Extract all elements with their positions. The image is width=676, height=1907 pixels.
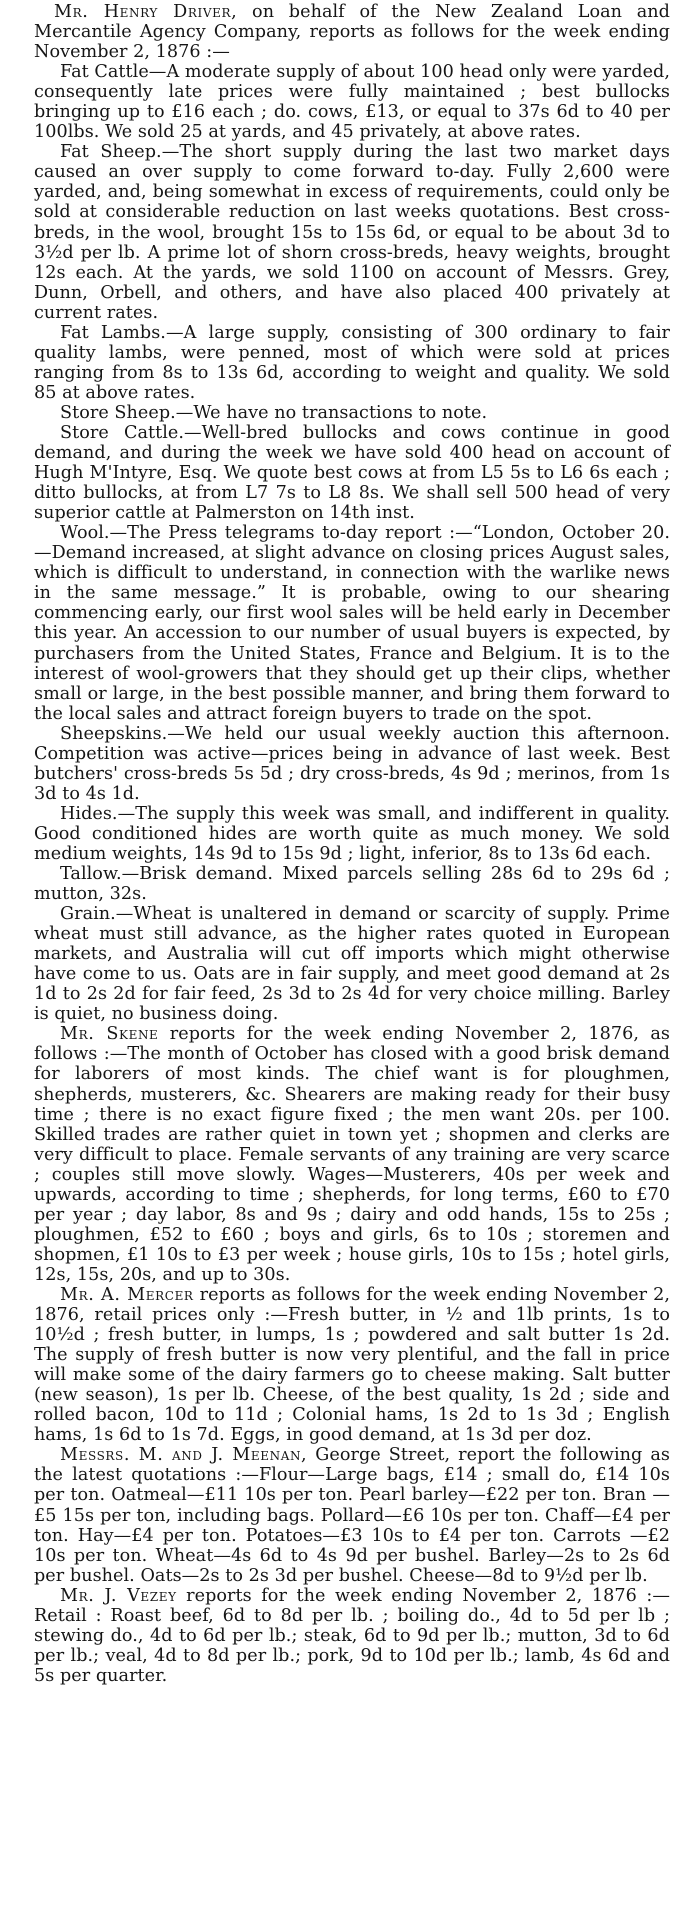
reporter-name: Mr. A. Mercer [60, 1285, 194, 1305]
paragraph-text: on behalf of the New Zealand Loan and Mercantile Agency Company, reports as follows for the week ending November 2, 1876 :— [34, 2, 670, 63]
reporter-name: Mr. Henry Driver, [54, 2, 238, 22]
paragraph-text: reports as follows for the week ending November 2, 1876, retail prices only :—Fresh butter, in ½ and 1lb prints, 1s to 10½d ; fresh butter, in lumps, 1s ; powdered and salt butter 1s 2d. The supply of fresh butter is now very plentiful, and the fall in price will make some of the dairy farmers go to cheese making. Salt butter (new season), 1s per lb. Cheese, of the best quality, 1s 2d ; side and rolled bacon, 10d to 11d ; Colonial hams, 1s 2d to 1s 3d ; English hams, 1s 6d to 1s 7d. Eggs, in good demand, at 1s 3d per doz. [34, 1285, 670, 1446]
paragraph-grain: Grain.—Wheat is unaltered in demand or scarcity of supply. Prime wheat must still advance, as the higher rates quoted in European markets, and Australia will cut off imports which might otherwise have come to us. Oats are in fair supply, and meet good demand at 2s 1d to 2s 2d for fair feed, 2s 3d to 2s 4d for very choice milling. Barley is quiet, no business doing. [34, 904, 670, 1025]
paragraph-fat-cattle: Fat Cattle—A moderate supply of about 100 head only were yarded, consequently late prices were fully maintained ; best bullocks bringing up to £16 each ; do. cows, £13, or equal to 37s 6d to 40 per 100lbs. We sold 25 at yards, and 45 privately, at above rates. [34, 62, 670, 143]
paragraph-wool: Wool.—The Press telegrams to-day report :—“London, October 20.—Demand increased, at slight advance on closing prices August sales, which is difficult to understand, in connection with the warlike news in the same message.” It is probable, owing to our shearing commencing early, our first wool sales will be held early in December this year. An accession to our number of usual buyers is expected, by purchasers from the United States, France and Belgium. It is to the interest of wool-growers that they should get up their clips, whether small or large, in the best possible manner, and bring them forward to the local sales and attract foreign buyers to trade on the spot. [34, 523, 670, 724]
paragraph-fat-lambs: Fat Lambs.—A large supply, consisting of 300 ordinary to fair quality lambs, were penned, most of which were sold at prices ranging from 8s to 13s 6d, according to weight and quality. We sold 85 at above rates. [34, 322, 670, 403]
paragraph-text: reports for the week ending November 2, 1876, as follows :—The month of October has closed with a good brisk demand for laborers of most kinds. The chief want is for ploughmen, shepherds, musterers, &c. Shearers are making ready for their busy time ; there is no exact figure fixed ; the men want 20s. per 100. Skilled trades are rather quiet in town yet ; shopmen and clerks are very difficult to place. Female servants of any training are very scarce ; couples still move slowly. Wages—Musterers, 40s per week and upwards, according to time ; shepherds, for long terms, £60 to £70 per year ; day labor, 8s and 9s ; dairy and odd hands, 15s to 25s ; ploughmen, £52 to £60 ; boys and girls, 6s to 10s ; storemen and shopmen, £1 10s to £3 per week ; house girls, 10s to 15s ; hotel girls, 12s, 15s, 20s, and up to 30s. [34, 1024, 670, 1285]
paragraph-vezey [34, 1586, 670, 1686]
paragraph-sheepskins: Sheepskins.—We held our usual weekly auction this afternoon. Competition was active—prices being in advance of last week. Best butchers' cross-breds 5s 5d ; dry cross-breds, 4s 9d ; merinos, from 1s 3d to 4s 1d. [34, 723, 670, 804]
paragraph-fat-sheep: Fat Sheep.—The short supply during the last two market days caused an over supply to come forward to-day. Fully 2,600 were yarded, and, being somewhat in excess of requirements, could only be sold at considerable reduction on last weeks quotations. Best cross-breds, in the wool, brought 15s to 15s 6d, or equal to be about 3d to 3½d per lb. A prime lot of shorn cross-breds, heavy weights, brought 12s each. At the yards, we sold 1100 on account of Messrs. Grey, Dunn, Orbell, and others, and have also placed 400 privately at current rates. [34, 142, 670, 323]
reporter-name: Mr. J. Vezey [60, 1585, 177, 1606]
paragraph-store-sheep: Store Sheep.—We have no transactions to note. [60, 402, 488, 423]
paragraph-meenan [34, 1445, 670, 1585]
paragraph-store-cattle: Store Cattle.—Well-bred bullocks and cows continue in good demand, and during the week we have sold 400 head on account of Hugh M'Intyre, Esq. We quote best cows at from L5 5s to L6 6s each ; ditto bullocks, at from L7 7s to L8 8s. We shall sell 500 head of very superior cattle at Palmerston on 14th inst. [34, 422, 670, 524]
paragraph-skene [34, 1024, 670, 1285]
paragraph-mercer [34, 1285, 670, 1445]
paragraph-text: reports for the week ending November 2, 1876 :— Retail : Roast beef, 6d to 8d per lb. ; boiling do., 4d to 5d per lb ; stewing do., 4d to 6d per lb.; steak, 6d to 9d per lb.; mutton, 3d to 6d per lb.; veal, 4d to 8d per lb.; pork, 9d to 10d per lb.; lamb, 4s 6d and 5s per quarter. [34, 1585, 670, 1686]
paragraph-driver-intro [34, 2, 670, 62]
paragraph-tallow: Tallow.—Brisk demand. Mixed parcels selling 28s 6d to 29s 6d ; mutton, 32s. [34, 864, 670, 905]
reporter-name: Messrs. M. and J. Meenan, [60, 1445, 308, 1466]
reporter-name: Mr. Skene [60, 1024, 159, 1045]
paragraph-text: George Street, report the following as the latest quotations :—Flour—Large bags, £14 ; small do, £14 10s per ton. Oatmeal—£11 10s per ton. Pearl barley—£22 per ton. Bran —£5 15s per ton, including bags. Pollard—£6 10s per ton. Chaff—£4 per ton. Hay—£4 per ton. Potatoes—£3 10s to £4 per ton. Carrots —£2 10s per ton. Wheat—4s 6d to 4s 9d per bushel. Barley—2s to 2s 6d per bushel. Oats—2s to 2s 3d per bushel. Cheese—8d to 9½d per lb. [34, 1445, 670, 1586]
paragraph-hides: Hides.—The supply this week was small, and indifferent in quality. Good conditioned hides are worth quite as much money. We sold medium weights, 14s 9d to 15s 9d ; light, inferior, 8s to 13s 6d each. [34, 803, 670, 864]
